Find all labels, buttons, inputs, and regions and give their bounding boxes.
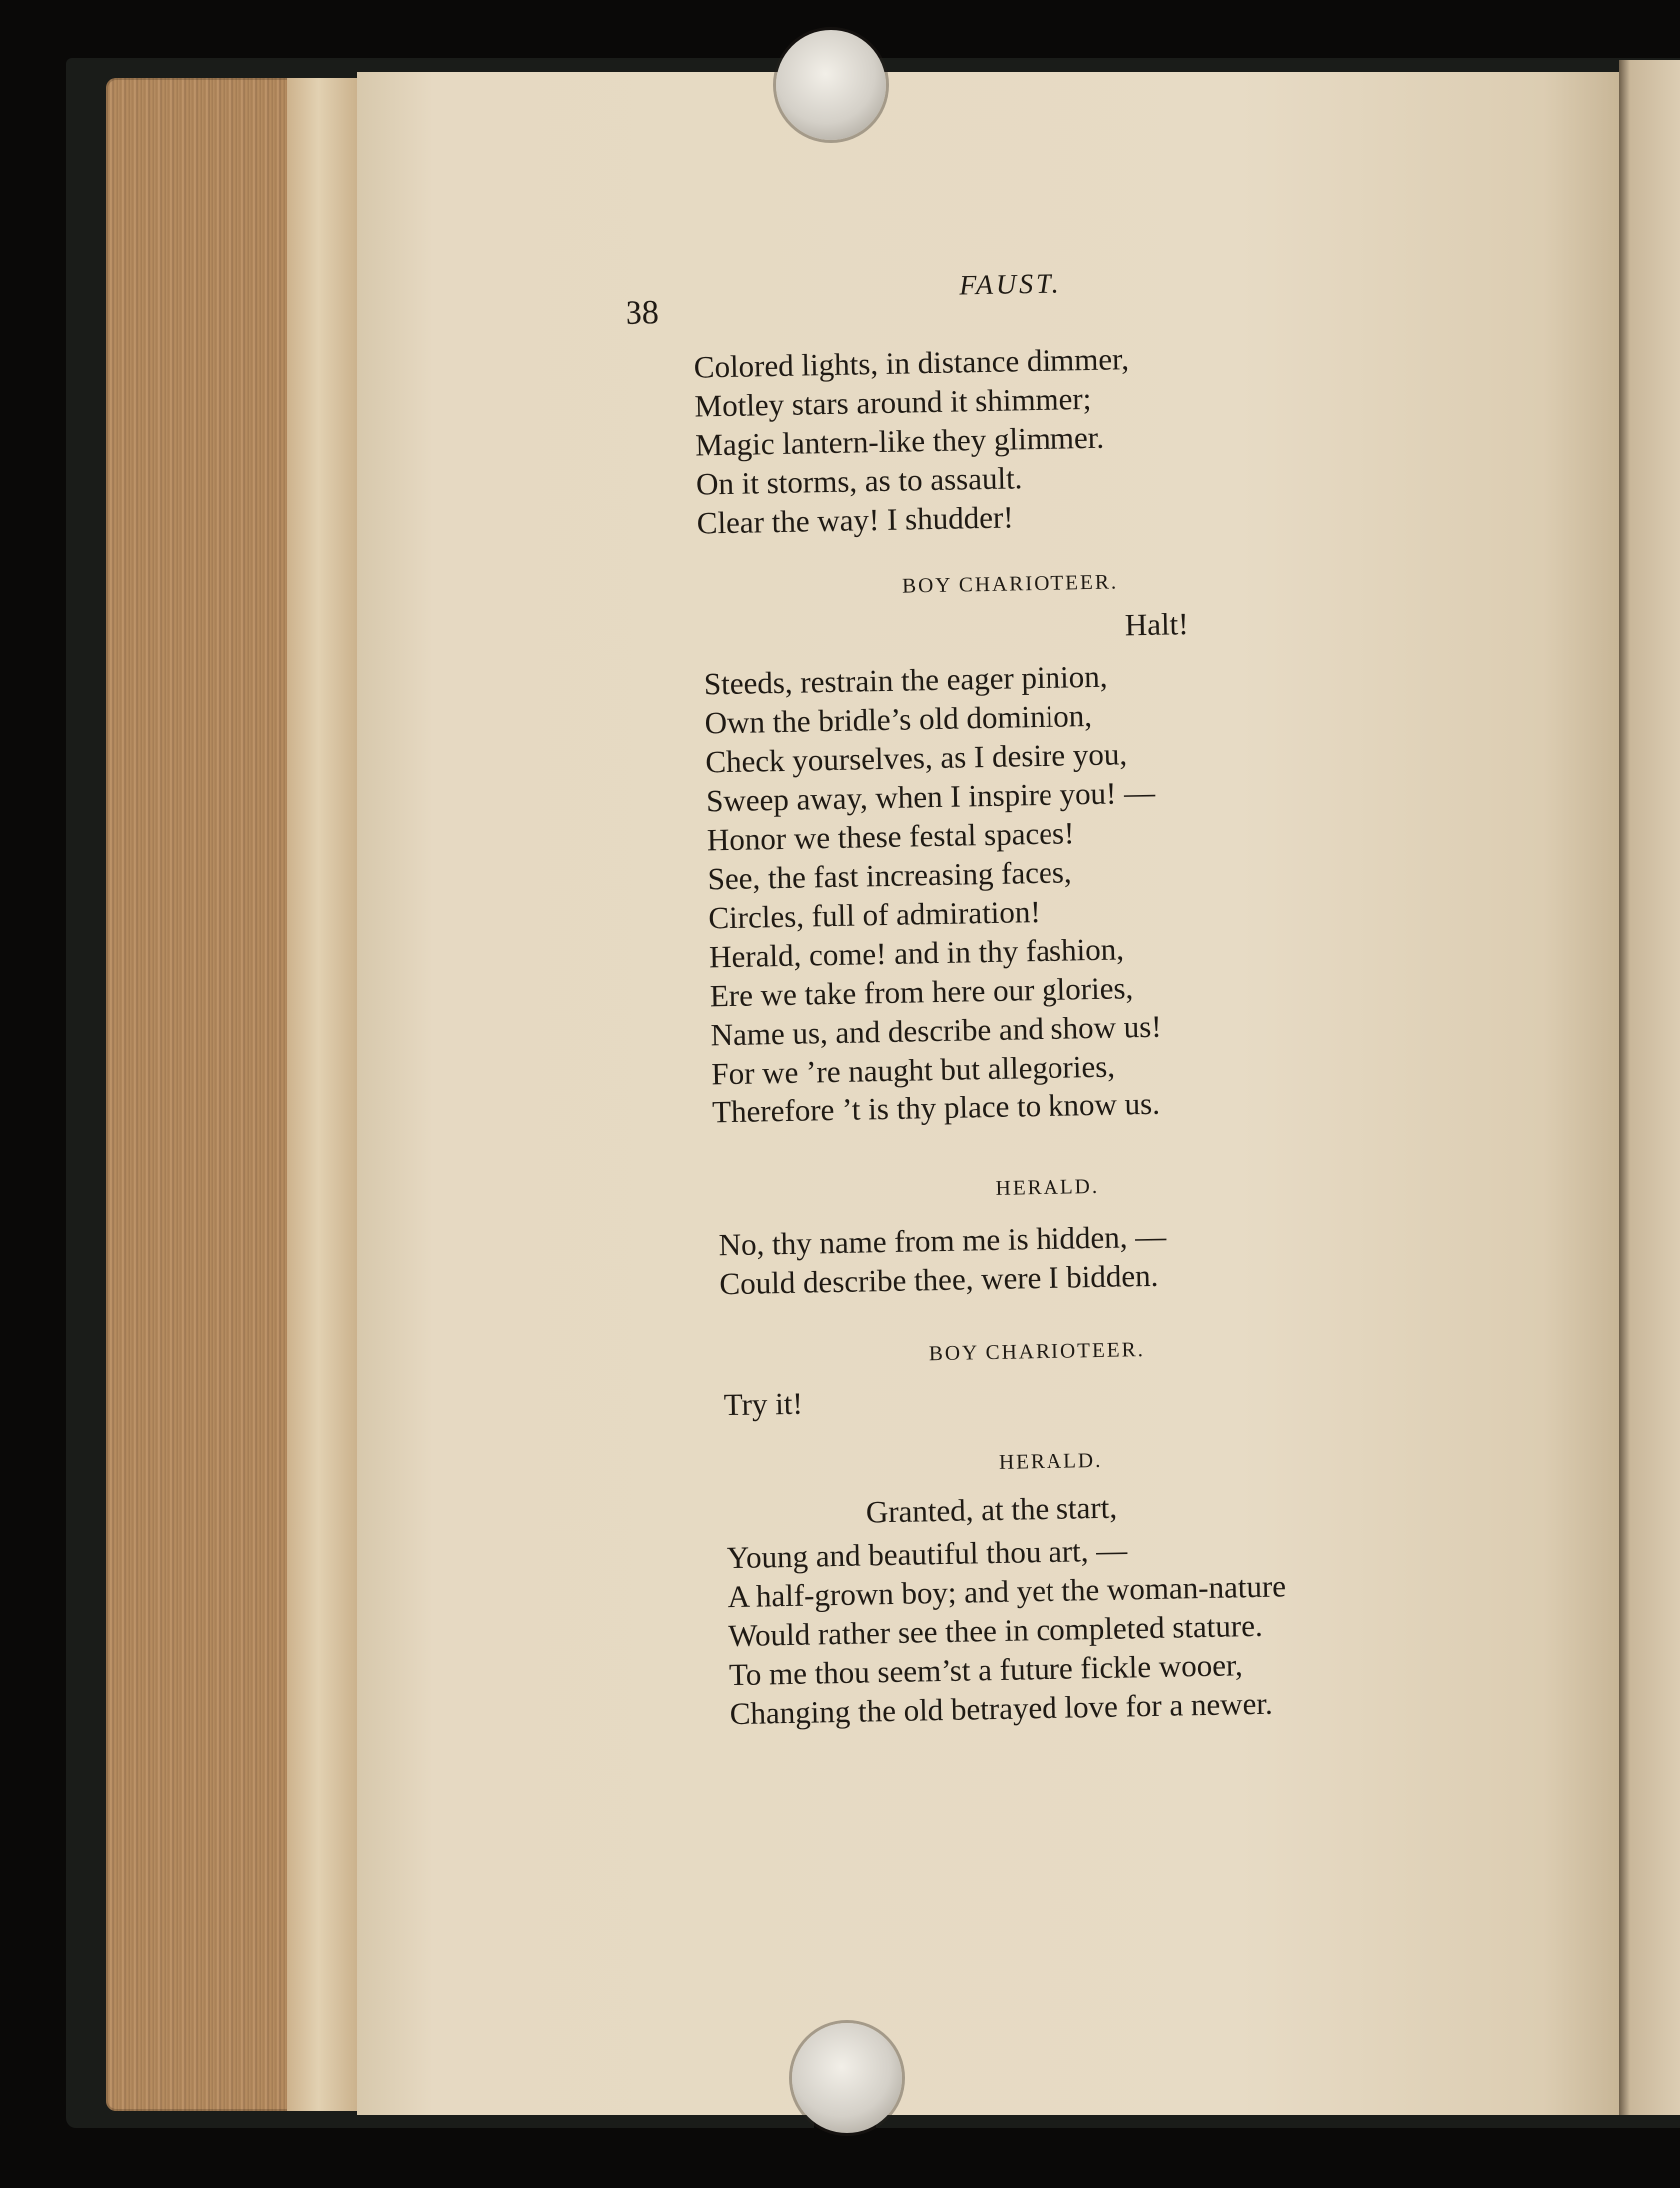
verse-line: Could describe thee, were I bidden. [719,1257,1159,1302]
verse-line-opening: Granted, at the start, [865,1489,1118,1530]
verse-line-opening: Halt! [1124,606,1189,643]
verse-line: Herald, come! and in thy fashion, [708,931,1125,975]
speech-4-lines [726,1528,1288,1733]
running-title: FAUST. [959,268,1062,302]
verse-line: Clear the way! I shudder! [696,499,1014,541]
stanza-1 [693,339,1132,542]
verse-line: On it storms, as to assault. [695,460,1023,502]
verse-line: Honor we these festal spaces! [706,815,1075,858]
verse-line: Name us, and describe and show us! [710,1008,1162,1053]
verse-line: Steeds, restrain the eager pinion, [703,658,1108,702]
verse-line: Colored lights, in distance dimmer, [693,341,1130,385]
speaker-name: BOY CHARIOTEER. [901,569,1119,598]
verse-line: No, thy name from me is hidden, — [718,1218,1167,1263]
verse-line: See, the fast increasing faces, [707,854,1072,897]
verse-line: Circles, full of admiration! [708,894,1041,936]
speaker-name: HERALD. [998,1447,1103,1474]
verse-line: Sweep away, when I inspire you! — [705,774,1156,819]
verse-line: Try it! [723,1385,804,1423]
verse-line: For we ’re naught but allegories, [711,1048,1116,1092]
verse-line: Magic lantern-like they glimmer. [694,419,1105,463]
verse-line: Therefore ’t is thy place to know us. [711,1086,1161,1130]
speech-2-lines [718,1217,1167,1304]
verse-line: Ere we take from here our glories, [709,970,1134,1014]
page-number: 38 [625,294,660,332]
verse-line: Own the bridle’s old dominion, [704,697,1093,741]
speech-1-lines [704,656,1164,1132]
verse-line: Changing the old betrayed love for a newer. [729,1685,1274,1732]
verse-line: Young and beautiful thou art, — [726,1532,1128,1576]
verse-line: To me thou seem’st a future fickle wooer, [728,1647,1244,1693]
verse-line: Motley stars around it shimmer; [694,380,1092,424]
speaker-name: HERALD. [995,1173,1100,1200]
verse-line: A half-grown boy; and yet the woman-nature [727,1568,1287,1615]
verse-line: Would rather see thee in completed stature. [727,1607,1263,1654]
verse-line: Check yourselves, as I desire you, [705,736,1128,780]
speaker-name: BOY CHARIOTEER. [928,1337,1146,1366]
